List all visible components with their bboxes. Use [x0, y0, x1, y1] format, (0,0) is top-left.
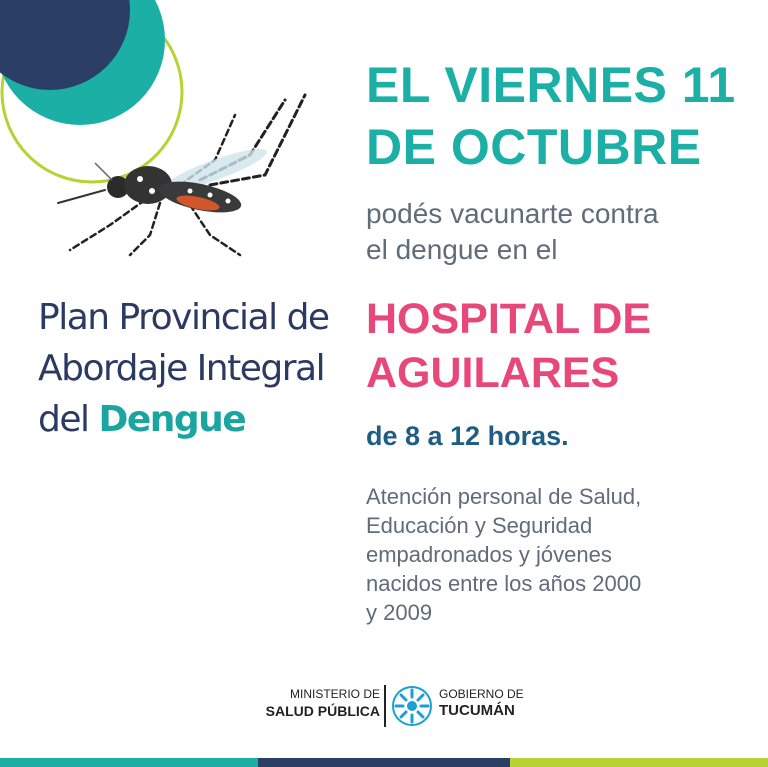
eligibility-line: empadronados y jóvenes: [366, 542, 612, 567]
logo-divider: [384, 685, 386, 727]
mosquito-illustration: [40, 85, 320, 260]
tucuman-sun-seal-icon: [391, 685, 433, 727]
government-line2: TUCUMÁN: [439, 702, 515, 719]
eligibility-text: [366, 482, 756, 627]
bottom-bar-teal: [0, 758, 258, 767]
ministry-logo: [266, 687, 380, 720]
eligibility-line: Atención personal de Salud,: [366, 484, 642, 509]
bottom-bar-navy: [258, 758, 510, 767]
bottom-bar-lime: [510, 758, 768, 767]
event-date: [366, 54, 756, 178]
hospital-name: [366, 292, 756, 400]
government-line1: GOBIERNO DE: [439, 687, 524, 701]
plan-title-line1: Plan Provincial de: [38, 297, 329, 338]
hospital-name-line1: HOSPITAL DE: [366, 295, 652, 343]
plan-title: [38, 292, 348, 445]
event-date-line1: EL VIERNES 11: [366, 57, 736, 113]
subtitle-line2: el dengue en el: [366, 234, 558, 265]
plan-title-line3: [38, 394, 348, 445]
plan-title-accent: Dengue: [98, 399, 246, 440]
ministry-line1: MINISTERIO DE: [289, 687, 380, 701]
hospital-name-line2: AGUILARES: [366, 349, 620, 397]
footer-logos: [255, 683, 555, 731]
opening-hours: de 8 a 12 horas.: [366, 421, 569, 451]
ministry-line2: SALUD PÚBLICA: [265, 703, 380, 719]
eligibility-line: nacidos entre los años 2000: [366, 571, 642, 596]
subtitle-line1: podés vacunarte contra: [366, 198, 659, 229]
eligibility-line: y 2009: [366, 600, 433, 625]
plan-title-line2: Abordaje Integral: [38, 348, 325, 389]
government-logo: [439, 687, 524, 720]
eligibility-line: Educación y Seguridad: [366, 513, 593, 538]
vaccination-subtitle: [366, 196, 756, 268]
plan-title-prefix: del: [38, 399, 99, 440]
event-date-line2: DE OCTUBRE: [366, 119, 702, 175]
